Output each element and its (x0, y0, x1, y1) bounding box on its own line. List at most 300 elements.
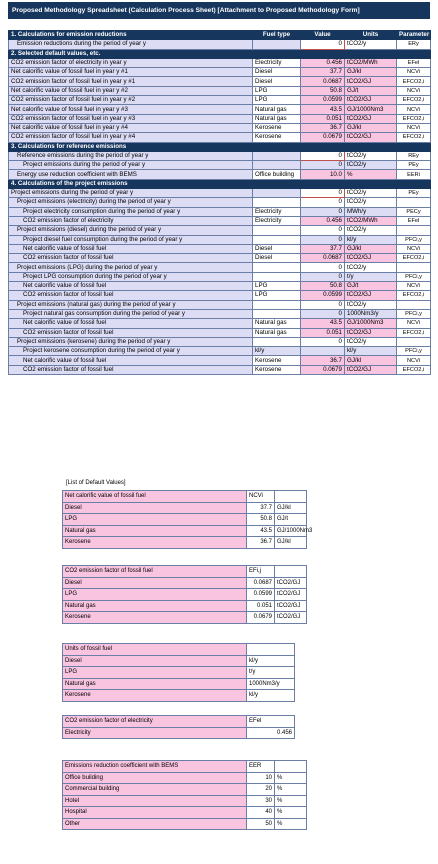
row-label: CO2 emission factor of fossil fuel (9, 328, 253, 337)
parameter-cell: NCVi (397, 356, 431, 365)
default-header-blank (275, 761, 307, 773)
unit-cell: % (345, 170, 397, 179)
value-cell: 0 (301, 235, 345, 244)
fuel-type-cell: Electricity (253, 58, 301, 67)
section-label: 4. Calculations of the project emissions (9, 179, 431, 188)
value-cell: 0.0679 (301, 133, 345, 142)
parameter-cell: PEy (397, 189, 431, 198)
default-unit: tCO2/GJ (275, 600, 307, 612)
row-label: Project LPG consumption during the period of year y (9, 272, 253, 281)
default-label: Kerosene (63, 690, 247, 702)
fuel-type-cell: Natural gas (253, 105, 301, 114)
table-row (9, 282, 431, 291)
fuel-type-cell (253, 309, 301, 318)
table-row (9, 207, 431, 216)
parameter-header: Parameter (397, 31, 431, 40)
default-value: 20 (247, 784, 275, 796)
section-label: 2. Selected default values, etc. (9, 49, 431, 58)
row-label: Project emissions (kerosene) during the period of year y (9, 337, 253, 346)
default-row (63, 807, 307, 819)
value-cell: 0.0599 (301, 96, 345, 105)
fuel-type-cell: Kerosene (253, 133, 301, 142)
unit-cell: tCO2/y (345, 300, 397, 309)
default-row (63, 514, 307, 526)
unit-cell: GJ/t (345, 282, 397, 291)
parameter-cell: NCVi (397, 282, 431, 291)
default-value: 0.0679 (247, 612, 275, 624)
default-header-row (63, 716, 295, 728)
unit-cell: tCO2/GJ (345, 254, 397, 263)
fuel-type-cell: Kerosene (253, 365, 301, 374)
default-unit: kl/y (247, 690, 295, 702)
default-unit: GJ/kl (275, 537, 307, 549)
table-row (9, 254, 431, 263)
ncv-default-table (62, 490, 313, 549)
fuel-type-cell (253, 235, 301, 244)
unit-cell: kl/y (345, 235, 397, 244)
default-header-param (247, 644, 295, 656)
unit-cell: 1000Nm3/y (345, 309, 397, 318)
value-cell: 0 (301, 263, 345, 272)
default-header-row (63, 566, 307, 578)
default-unit: % (275, 772, 307, 784)
default-label: Natural gas (63, 600, 247, 612)
value-cell[interactable]: 0 (301, 40, 345, 49)
fuel-type-header: Fuel type (253, 31, 301, 40)
fuel-type-cell: Electricity (253, 207, 301, 216)
row-label: Project emissions (LPG) during the period of year y (9, 263, 253, 272)
efel-default-table (62, 715, 295, 739)
row-label: Project electricity consumption during the period of year y (9, 207, 253, 216)
table-row (9, 40, 431, 49)
row-label: CO2 emission factor of fossil fuel in year y #1 (9, 77, 253, 86)
row-label: Net calorific value of fossil fuel in year y #2 (9, 86, 253, 95)
fuel-type-cell (253, 161, 301, 170)
table-row (9, 347, 431, 356)
row-label: Energy use reduction coefficient with BEMS (9, 170, 253, 179)
table-row (9, 189, 431, 198)
default-unit: % (275, 818, 307, 830)
fuel-type-cell: Kerosene (253, 123, 301, 132)
fuel-type-cell: Natural gas (253, 114, 301, 123)
default-row (63, 727, 295, 739)
default-label: Diesel (63, 577, 247, 589)
row-label: CO2 emission factor of fossil fuel in year y #4 (9, 133, 253, 142)
table-row (9, 198, 431, 207)
fuel-type-cell: LPG (253, 291, 301, 300)
table-row (9, 356, 431, 365)
parameter-cell: EFel (397, 58, 431, 67)
default-header-row (63, 491, 307, 503)
table-row (9, 328, 431, 337)
default-label: Natural gas (63, 678, 247, 690)
default-row (63, 502, 307, 514)
value-cell: 0 (301, 198, 345, 207)
section-label: 1. Calculations for emission reductions (9, 31, 253, 40)
row-label: Net calorific value of fossil fuel in year y #1 (9, 68, 253, 77)
default-label: Electricity (63, 727, 247, 739)
table-row (9, 216, 431, 225)
row-label: CO2 emission factor of fossil fuel (9, 365, 253, 374)
default-row (63, 525, 307, 537)
unit-cell: GJ/kl (345, 123, 397, 132)
row-label: CO2 emission factor of fossil fuel in year y #3 (9, 114, 253, 123)
unit-cell: tCO2/GJ (345, 133, 397, 142)
units-default-table (62, 643, 295, 702)
table-row (9, 151, 431, 160)
unit-cell: MWh/y (345, 207, 397, 216)
table-row (9, 244, 431, 253)
unit-cell: GJ/t (345, 86, 397, 95)
value-cell: 0.051 (301, 328, 345, 337)
row-label: Net calorific value of fossil fuel (9, 356, 253, 365)
parameter-cell: PFCi,y (397, 347, 431, 356)
table-row (9, 337, 431, 346)
parameter-cell: EFCO2,i (397, 114, 431, 123)
fuel-type-cell (253, 40, 301, 49)
unit-cell: tCO2/MWh (345, 216, 397, 225)
table-row (9, 300, 431, 309)
value-cell: 37.7 (301, 244, 345, 253)
unit-cell: GJ/kl (345, 244, 397, 253)
row-label: Project natural gas consumption during the period of year y (9, 309, 253, 318)
default-unit: GJ/1000Nm3 (275, 525, 307, 537)
value-cell: 43.5 (301, 105, 345, 114)
fuel-type-cell: LPG (253, 282, 301, 291)
default-unit: t/y (247, 667, 295, 679)
default-label: Kerosene (63, 537, 247, 549)
value-cell: 0.0687 (301, 77, 345, 86)
default-row (63, 795, 307, 807)
unit-cell: tCO2/GJ (345, 328, 397, 337)
value-cell: 10.0 (301, 170, 345, 179)
fuel-type-cell (253, 226, 301, 235)
unit-cell: GJ/kl (345, 68, 397, 77)
parameter-cell (397, 263, 431, 272)
default-row (63, 772, 307, 784)
parameter-cell: PEy (397, 161, 431, 170)
value-cell: 0 (301, 161, 345, 170)
default-label: Office building (63, 772, 247, 784)
parameter-cell: PFCi,y (397, 309, 431, 318)
fuel-type-cell: Kerosene (253, 356, 301, 365)
unit-cell: tCO2/y (345, 263, 397, 272)
unit-cell: tCO2/y (345, 151, 397, 160)
unit-cell: tCO2/y (345, 161, 397, 170)
default-label: Natural gas (63, 525, 247, 537)
value-cell[interactable]: 0 (301, 189, 345, 198)
default-value: 36.7 (247, 537, 275, 549)
row-label: Project kerosene consumption during the period of year y (9, 347, 253, 356)
value-cell: 36.7 (301, 356, 345, 365)
default-row (63, 655, 295, 667)
row-label: Emission reductions during the period of year y (9, 40, 253, 49)
row-label: CO2 emission factor of fossil fuel (9, 291, 253, 300)
default-row (63, 600, 307, 612)
table-row (9, 86, 431, 95)
row-label: Project emissions during the period of year y (9, 161, 253, 170)
unit-cell: t/y (345, 272, 397, 281)
section-header (9, 142, 431, 151)
fuel-type-cell: LPG (253, 86, 301, 95)
default-row (63, 690, 295, 702)
fuel-type-cell: Electricity (253, 216, 301, 225)
default-value: 40 (247, 807, 275, 819)
default-header-param: EFel (247, 716, 295, 728)
row-label: Net calorific value of fossil fuel in year y #3 (9, 105, 253, 114)
parameter-cell (397, 300, 431, 309)
value-cell: 43.5 (301, 319, 345, 328)
value-cell: 0 (301, 309, 345, 318)
unit-cell: GJ/1000Nm3 (345, 319, 397, 328)
row-label: Project emissions (diesel) during the period of year y (9, 226, 253, 235)
unit-cell: GJ/1000Nm3 (345, 105, 397, 114)
default-header-param: NCVi (247, 491, 275, 503)
default-unit: % (275, 784, 307, 796)
default-value: 30 (247, 795, 275, 807)
unit-cell: tCO2/GJ (345, 291, 397, 300)
parameter-cell: NCVi (397, 319, 431, 328)
fuel-type-cell (253, 151, 301, 160)
fuel-type-cell (253, 272, 301, 281)
unit-cell: tCO2/y (345, 189, 397, 198)
default-row (63, 612, 307, 624)
default-header-blank (275, 566, 307, 578)
default-value: 0.0599 (247, 589, 275, 601)
default-unit: tCO2/GJ (275, 589, 307, 601)
row-label: CO2 emission factor of fossil fuel in year y #2 (9, 96, 253, 105)
parameter-cell: EFCO2,i (397, 96, 431, 105)
default-value: 0.456 (247, 727, 295, 739)
fuel-type-cell (253, 198, 301, 207)
value-cell: 50.8 (301, 86, 345, 95)
sheet-title: Proposed Methodology Spreadsheet (Calculation Process Sheet) [Attachment to Proposed Methodology Form] (8, 2, 430, 19)
value-cell: 37.7 (301, 68, 345, 77)
value-cell: 0 (301, 337, 345, 346)
default-row (63, 589, 307, 601)
default-row (63, 818, 307, 830)
unit-cell: tCO2/y (345, 226, 397, 235)
unit-cell: tCO2/GJ (345, 96, 397, 105)
default-header-label: Emissions reduction coefficient with BEMS (63, 761, 247, 773)
fuel-type-cell: Diesel (253, 77, 301, 86)
default-header-label: Units of fossil fuel (63, 644, 247, 656)
parameter-cell: EFel (397, 216, 431, 225)
row-label: CO2 emission factor of fossil fuel (9, 254, 253, 263)
parameter-cell: NCVi (397, 86, 431, 95)
default-unit: 1000Nm3/y (247, 678, 295, 690)
fuel-type-cell (253, 300, 301, 309)
row-label: CO2 emission factor of electricity (9, 216, 253, 225)
default-unit: GJ/kl (275, 502, 307, 514)
row-label: Net calorific value of fossil fuel (9, 282, 253, 291)
ef-default-table (62, 565, 307, 624)
value-cell: 0 (301, 300, 345, 309)
value-cell: 50.8 (301, 282, 345, 291)
table-row (9, 161, 431, 170)
default-row (63, 678, 295, 690)
row-label: Project emissions (natural gas) during the period of year y (9, 300, 253, 309)
value-header: Value (301, 31, 345, 40)
unit-cell: kl/y (345, 347, 397, 356)
default-value: 0.051 (247, 600, 275, 612)
default-row (63, 577, 307, 589)
default-unit: % (275, 807, 307, 819)
row-label: Project emissions during the period of year y (9, 189, 253, 198)
table-row (9, 133, 431, 142)
default-value: 0.0687 (247, 577, 275, 589)
fuel-type-cell: Natural gas (253, 328, 301, 337)
parameter-cell: ERy (397, 40, 431, 49)
default-values-title: [List of Default Values] (66, 480, 126, 486)
default-label: Other (63, 818, 247, 830)
default-label: Hospital (63, 807, 247, 819)
default-header-row (63, 644, 295, 656)
default-row (63, 537, 307, 549)
default-label: Kerosene (63, 612, 247, 624)
fuel-type-cell: Office building (253, 170, 301, 179)
table-row (9, 226, 431, 235)
default-label: LPG (63, 667, 247, 679)
parameter-cell (397, 337, 431, 346)
row-label: Reference emissions during the period of year y (9, 151, 253, 160)
value-cell: 0 (301, 207, 345, 216)
parameter-cell: EERi (397, 170, 431, 179)
default-value: 43.5 (247, 525, 275, 537)
default-label: Diesel (63, 502, 247, 514)
unit-cell: tCO2/MWh (345, 58, 397, 67)
unit-cell: tCO2/GJ (345, 114, 397, 123)
table-row (9, 235, 431, 244)
table-row (9, 272, 431, 281)
table-row (9, 291, 431, 300)
fuel-type-cell (253, 189, 301, 198)
default-header-param: EER (247, 761, 275, 773)
unit-cell: tCO2/GJ (345, 365, 397, 374)
table-row (9, 105, 431, 114)
table-row (9, 319, 431, 328)
units-header: Units (345, 31, 397, 40)
default-unit: GJ/t (275, 514, 307, 526)
default-label: Commercial building (63, 784, 247, 796)
unit-cell: tCO2/y (345, 40, 397, 49)
table-row (9, 309, 431, 318)
fuel-type-cell (253, 337, 301, 346)
fuel-type-cell: LPG (253, 96, 301, 105)
table-row (9, 77, 431, 86)
default-value: 10 (247, 772, 275, 784)
default-label: Hotel (63, 795, 247, 807)
unit-cell: tCO2/y (345, 337, 397, 346)
table-row (9, 96, 431, 105)
default-header-label: CO2 emission factor of electricity (63, 716, 247, 728)
parameter-cell: PFCi,y (397, 272, 431, 281)
value-cell: 0.0679 (301, 365, 345, 374)
default-header-label: CO2 emission factor of fossil fuel (63, 566, 247, 578)
default-unit: % (275, 795, 307, 807)
fuel-type-cell: Diesel (253, 254, 301, 263)
row-label: Project diesel fuel consumption during the period of year y (9, 235, 253, 244)
default-value: 50 (247, 818, 275, 830)
unit-cell: tCO2/GJ (345, 77, 397, 86)
fuel-type-cell (253, 263, 301, 272)
table-row (9, 58, 431, 67)
unit-cell: GJ/kl (345, 356, 397, 365)
default-header-blank (275, 491, 307, 503)
default-row (63, 784, 307, 796)
fuel-type-cell: Natural gas (253, 319, 301, 328)
value-cell: 0 (301, 272, 345, 281)
row-label: Net calorific value of fossil fuel (9, 244, 253, 253)
value-cell: 36.7 (301, 123, 345, 132)
table-row (9, 365, 431, 374)
value-cell (301, 347, 345, 356)
table-row (9, 114, 431, 123)
fuel-type-cell: Diesel (253, 68, 301, 77)
parameter-cell: EFCO2,i (397, 328, 431, 337)
value-cell[interactable]: 0 (301, 151, 345, 160)
parameter-cell: EFCO2,i (397, 77, 431, 86)
parameter-cell: NCVi (397, 68, 431, 77)
parameter-cell: REy (397, 151, 431, 160)
default-header-row (63, 761, 307, 773)
fuel-type-cell: Diesel (253, 244, 301, 253)
row-label: CO2 emission factor of electricity in year y (9, 58, 253, 67)
value-cell: 0.051 (301, 114, 345, 123)
section-label: 3. Calculations for reference emissions (9, 142, 431, 151)
parameter-cell: PECy (397, 207, 431, 216)
section-header (9, 31, 431, 40)
value-cell: 0.0687 (301, 254, 345, 263)
row-label: Net calorific value of fossil fuel (9, 319, 253, 328)
parameter-cell: PFCi,y (397, 235, 431, 244)
row-label: Project emissions (electricity) during the period of year y (9, 198, 253, 207)
default-row (63, 667, 295, 679)
value-cell: 0.456 (301, 58, 345, 67)
table-row (9, 123, 431, 132)
eer-default-table (62, 760, 307, 830)
default-value: 50.8 (247, 514, 275, 526)
parameter-cell: NCVi (397, 123, 431, 132)
parameter-cell (397, 198, 431, 207)
default-value: 37.7 (247, 502, 275, 514)
parameter-cell: EFCO2,i (397, 254, 431, 263)
table-row (9, 263, 431, 272)
calculation-table (8, 30, 431, 375)
parameter-cell: NCVi (397, 244, 431, 253)
default-label: LPG (63, 589, 247, 601)
row-label: Net calorific value of fossil fuel in year y #4 (9, 123, 253, 132)
value-cell: 0.0599 (301, 291, 345, 300)
default-header-param: EFi,j (247, 566, 275, 578)
default-header-label: Net calorific value of fossil fuel (63, 491, 247, 503)
value-cell: 0 (301, 226, 345, 235)
parameter-cell (397, 226, 431, 235)
parameter-cell: EFCO2,i (397, 291, 431, 300)
section-header (9, 49, 431, 58)
default-unit: tCO2/GJ (275, 612, 307, 624)
default-unit: tCO2/GJ (275, 577, 307, 589)
default-unit: kl/y (247, 655, 295, 667)
default-label: LPG (63, 514, 247, 526)
parameter-cell: NCVi (397, 105, 431, 114)
unit-cell: tCO2/y (345, 198, 397, 207)
default-label: Diesel (63, 655, 247, 667)
table-row (9, 170, 431, 179)
section-header (9, 179, 431, 188)
fuel-type-cell: kl/y (253, 347, 301, 356)
table-row (9, 68, 431, 77)
